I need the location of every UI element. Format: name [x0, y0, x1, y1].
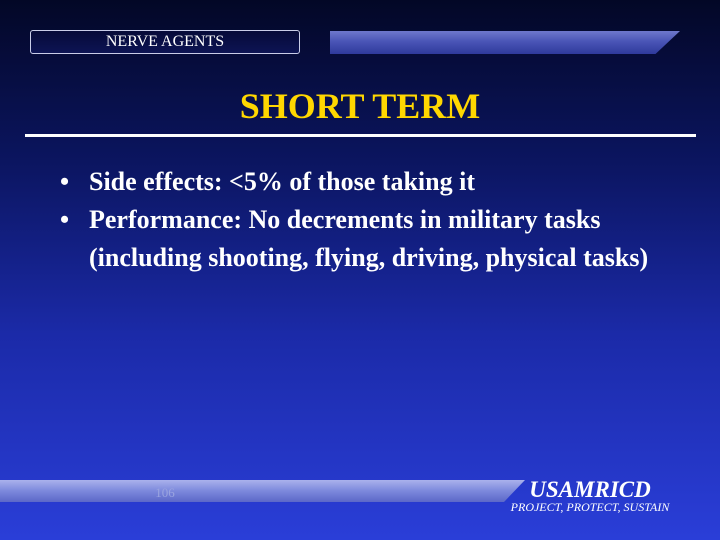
- footer-decorative-bar: [0, 480, 525, 502]
- page-number: 106: [155, 485, 175, 500]
- organization-name: USAMRICD: [529, 477, 651, 502]
- section-label: NERVE AGENTS: [30, 30, 300, 54]
- header-decorative-bar: [330, 31, 680, 54]
- bullet-list: [60, 163, 680, 277]
- bullet-item-performance: [60, 201, 680, 277]
- bullet-marker: •: [60, 167, 70, 196]
- title-divider: [25, 134, 696, 137]
- bullet-text: Side effects: <5% of those taking it: [89, 167, 475, 196]
- organization-motto: PROJECT, PROTECT, SUSTAIN: [510, 500, 670, 514]
- bullet-marker: •: [60, 205, 70, 234]
- slide-title: SHORT TERM: [239, 86, 481, 126]
- bullet-item-side-effects: [60, 163, 680, 201]
- bullet-text: Performance: No decrements in military tasks (including shooting, flying, driving, physical tasks): [89, 205, 649, 272]
